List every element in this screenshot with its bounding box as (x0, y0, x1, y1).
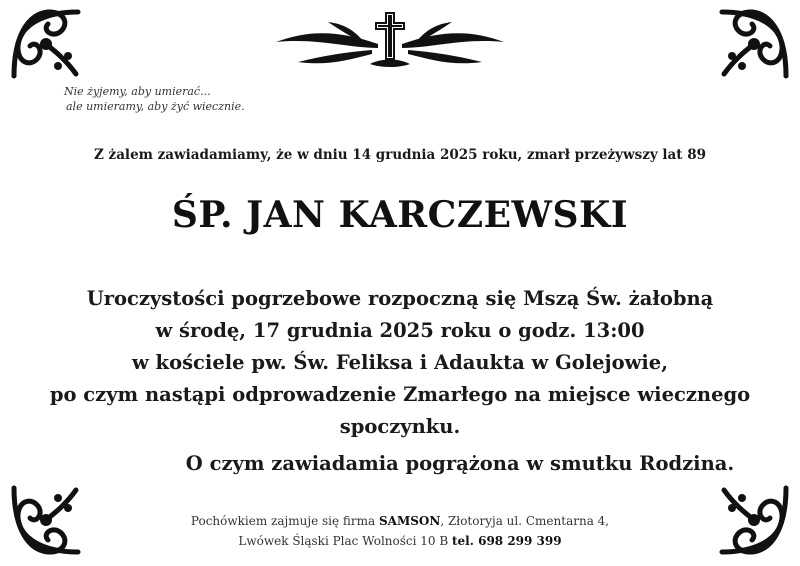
footer-address-2: Lwówek Śląski Plac Wolności 10 B (238, 534, 452, 548)
motto (64, 84, 245, 114)
ceremony-details (0, 283, 800, 443)
ceremony-line: po czym nastąpi odprowadzenie Zmarłego na miejsce wiecznego (49, 383, 751, 406)
motto-line: Nie żyjemy, aby umierać... (64, 85, 211, 98)
corner-ornament-icon (716, 6, 792, 82)
ceremony-line: w środę, 17 grudnia 2025 roku o godz. 13:00 (155, 319, 645, 342)
deceased-name: ŚP. JAN KARCZEWSKI (171, 194, 629, 236)
footer-line-1 (0, 511, 800, 531)
footer-prefix: Pochówkiem zajmuje się firma (190, 514, 379, 528)
footer-address-1: , Złotoryja ul. Cmentarna 4, (440, 514, 610, 528)
motto-line: ale umieramy, aby żyć wiecznie. (66, 100, 245, 113)
cross-with-leaves-icon (268, 8, 512, 72)
intro-text: Z żalem zawiadamiamy, że w dniu 14 grudnia 2025 roku, zmarł przeżywszy lat 89 (93, 147, 707, 163)
ceremony-line: w kościele pw. Św. Feliksa i Adaukta w Golejowie, (131, 351, 668, 374)
corner-ornament-icon (8, 6, 84, 82)
ceremony-line: Uroczystości pogrzebowe rozpoczną się Mszą Św. żałobną (86, 287, 714, 310)
funeral-home-footer (0, 511, 800, 551)
family-text: O czym zawiadamia pogrążona w smutku Rodzina. (185, 452, 735, 475)
ceremony-line: spoczynku. (339, 415, 461, 438)
firm-name: SAMSON (378, 514, 441, 528)
footer-line-2 (0, 531, 800, 551)
phone-number: tel. 698 299 399 (452, 534, 562, 548)
